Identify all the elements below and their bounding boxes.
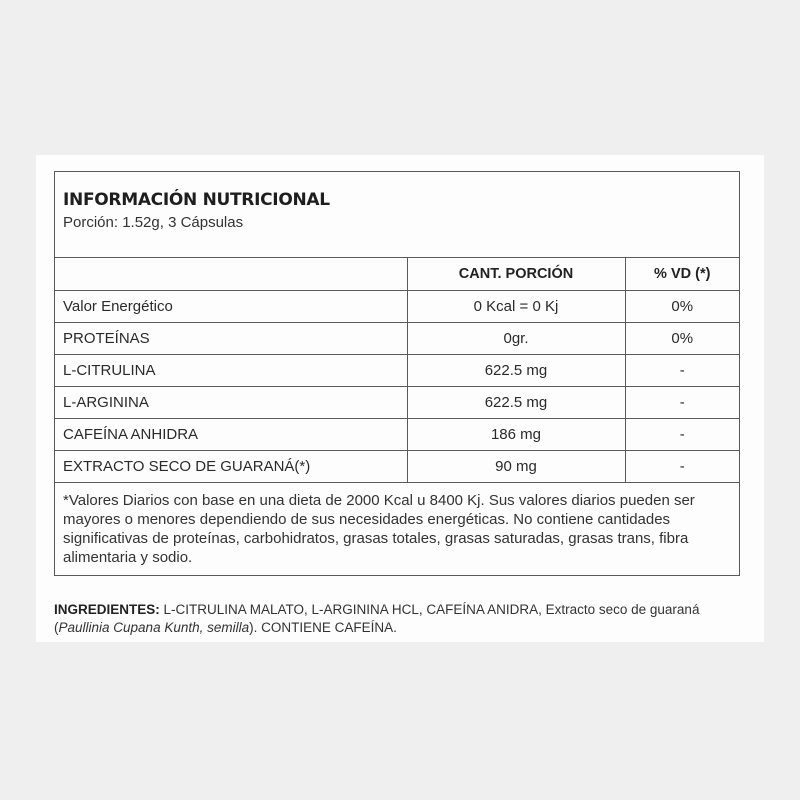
ingredients-suffix: ). CONTIENE CAFEÍNA.	[249, 620, 397, 635]
label-title: INFORMACIÓN NUTRICIONAL	[63, 190, 330, 210]
nutrient-dv: -	[625, 450, 739, 482]
nutrient-dv: -	[625, 418, 739, 450]
nutrient-name: L-CITRULINA	[55, 354, 407, 386]
table-row	[55, 386, 739, 418]
nutrient-dv: -	[625, 386, 739, 418]
nutrition-card	[36, 155, 764, 642]
nutrient-amount: 90 mg	[407, 450, 625, 482]
nutrient-name: CAFEÍNA ANHIDRA	[55, 418, 407, 450]
nutrient-amount: 0 Kcal = 0 Kj	[407, 290, 625, 322]
column-header-name	[55, 258, 407, 290]
table-row	[55, 290, 739, 322]
nutrient-name: PROTEÍNAS	[55, 322, 407, 354]
table-row	[55, 450, 739, 482]
table-row	[55, 418, 739, 450]
table-header-row	[55, 258, 739, 290]
column-header-amount: CANT. PORCIÓN	[407, 258, 625, 290]
table-row	[55, 322, 739, 354]
ingredients-botanical-name: Paullinia Cupana Kunth, semilla	[58, 620, 250, 635]
nutrient-dv: -	[625, 354, 739, 386]
nutrition-facts-label	[54, 171, 740, 576]
nutrition-table	[55, 258, 739, 483]
portion-size: Porción: 1.52g, 3 Cápsulas	[63, 214, 244, 231]
column-header-dv: % VD (*)	[625, 258, 739, 290]
nutrient-amount: 0gr.	[407, 322, 625, 354]
ingredients-text	[54, 601, 744, 637]
ingredients-list: L-CITRULINA MALATO, L-ARGININA HCL, CAFEÍNA ANIDRA, Extracto seco de guaraná (	[54, 602, 700, 635]
nutrient-name: Valor Energético	[55, 290, 407, 322]
nutrient-name: L-ARGININA	[55, 386, 407, 418]
table-row	[55, 354, 739, 386]
ingredients-heading: INGREDIENTES:	[54, 602, 160, 617]
nutrient-amount: 622.5 mg	[407, 386, 625, 418]
nutrient-amount: 186 mg	[407, 418, 625, 450]
nutrient-dv: 0%	[625, 322, 739, 354]
daily-values-note: *Valores Diarios con base en una dieta de 2000 Kcal u 8400 Kj. Sus valores diarios pueden ser mayores o menores dependiendo de sus necesidades energéticas. No contiene cantidades significativas de proteínas, carbohidratos, grasas totales, grasas saturadas, grasas trans, fibra alimentaria y sodio.	[63, 491, 695, 566]
nutrient-name: EXTRACTO SECO DE GUARANÁ(*)	[55, 450, 407, 482]
label-header	[55, 172, 739, 258]
nutrient-amount: 622.5 mg	[407, 354, 625, 386]
nutrient-dv: 0%	[625, 290, 739, 322]
